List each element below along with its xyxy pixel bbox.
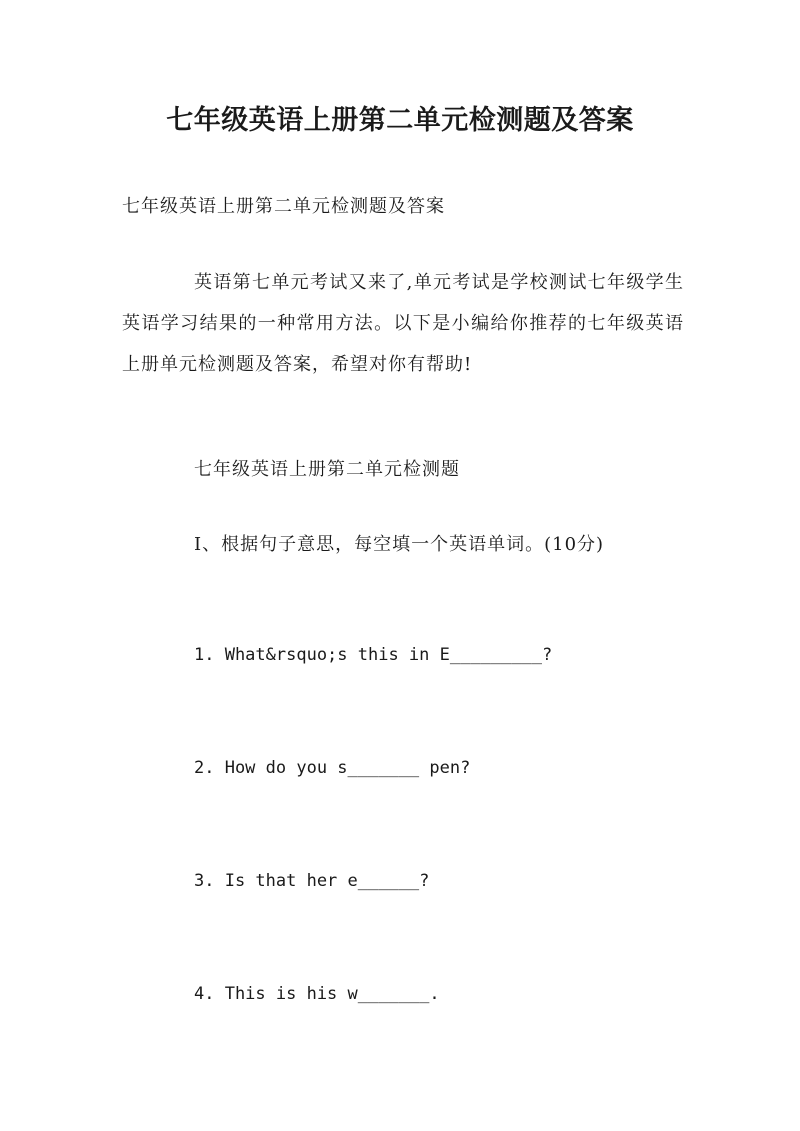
document-title: 七年级英语上册第二单元检测题及答案 <box>166 105 634 136</box>
question-4: 4. This is his w_______. <box>194 984 440 1004</box>
intro-paragraph: 英语第七单元考试又来了,单元考试是学校测试七年级学生英语学习结果的一种常用方法。以下是小编给你推荐的七年级英语上册单元检测题及答案，希望对你有帮助! <box>122 272 684 375</box>
section-heading: 七年级英语上册第二单元检测题 <box>194 459 460 480</box>
document-subtitle: 七年级英语上册第二单元检测题及答案 <box>122 196 445 217</box>
question-2: 2. How do you s_______ pen? <box>194 758 471 778</box>
question-1: 1. What&rsquo;s this in E_________? <box>194 645 553 665</box>
question-3: 3. Is that her e______? <box>194 871 430 891</box>
exercise-instruction: I、根据句子意思，每空填一个英语单词。(10分) <box>194 534 605 555</box>
